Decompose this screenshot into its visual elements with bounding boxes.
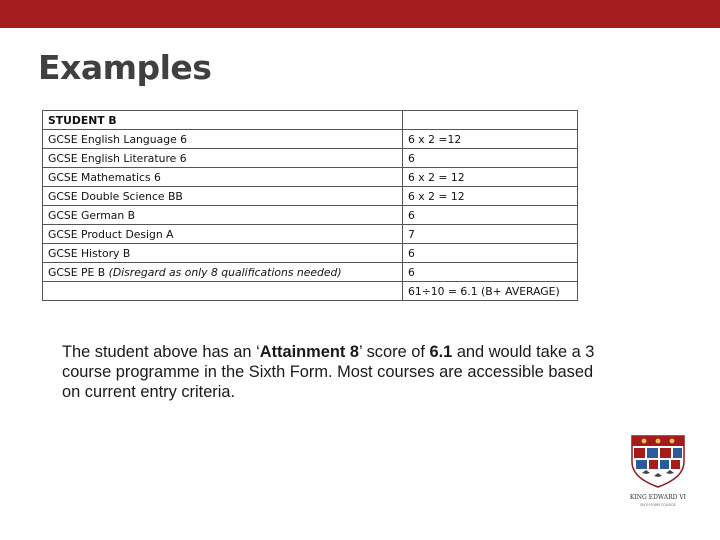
subject-cell: GCSE Double Science BB [43,187,403,206]
subject-cell [43,263,403,282]
table-row [43,111,578,130]
subject-cell [43,282,403,301]
table-row [43,206,578,225]
score-cell: 6 x 2 = 12 [403,187,578,206]
subject-cell: GCSE Mathematics 6 [43,168,403,187]
results-table [42,110,578,301]
subject-cell: GCSE German B [43,206,403,225]
subject-cell: GCSE Product Design A [43,225,403,244]
score-cell: 6 [403,263,578,282]
score-cell: 6 [403,149,578,168]
subject-note: (Disregard as only 8 qualifications needed) [108,265,342,279]
score-cell: 6 x 2 = 12 [403,168,578,187]
score-cell: 6 [403,244,578,263]
summary-emphasis: Attainment 8 [259,343,360,361]
table-row [43,263,578,282]
summary-text: The student above has an ‘ [62,343,260,361]
table-row [43,130,578,149]
score-cell: 7 [403,225,578,244]
school-crest [618,432,698,512]
subject-cell: GCSE English Literature 6 [43,149,403,168]
school-crest-icon [618,432,698,512]
table-row [43,282,578,301]
top-accent-bar [0,0,720,28]
crest-subtitle: SIXTH FORM COLLEGE [640,503,676,507]
summary-text: and would take a 3 course programme in the Sixth Form. Most courses are accessible based on current entry criteria. [62,343,595,401]
table-row [43,225,578,244]
student-name-cell: STUDENT B [43,111,403,130]
crest-name: KING EDWARD VI [629,494,687,501]
table-row [43,149,578,168]
subject-cell: GCSE English Language 6 [43,130,403,149]
subject-label: GCSE PE B [48,265,106,279]
summary-text: ’ score of [359,343,430,361]
score-cell: 6 x 2 =12 [403,130,578,149]
slide-title: Examples [38,48,212,87]
total-score-cell: 61÷10 = 6.1 (B+ AVERAGE) [403,282,578,301]
summary-emphasis: 6.1 [429,343,453,361]
table-row [43,244,578,263]
table-row [43,168,578,187]
summary-paragraph [62,342,602,402]
score-cell: 6 [403,206,578,225]
subject-cell: GCSE History B [43,244,403,263]
score-cell [403,111,578,130]
table-row [43,187,578,206]
